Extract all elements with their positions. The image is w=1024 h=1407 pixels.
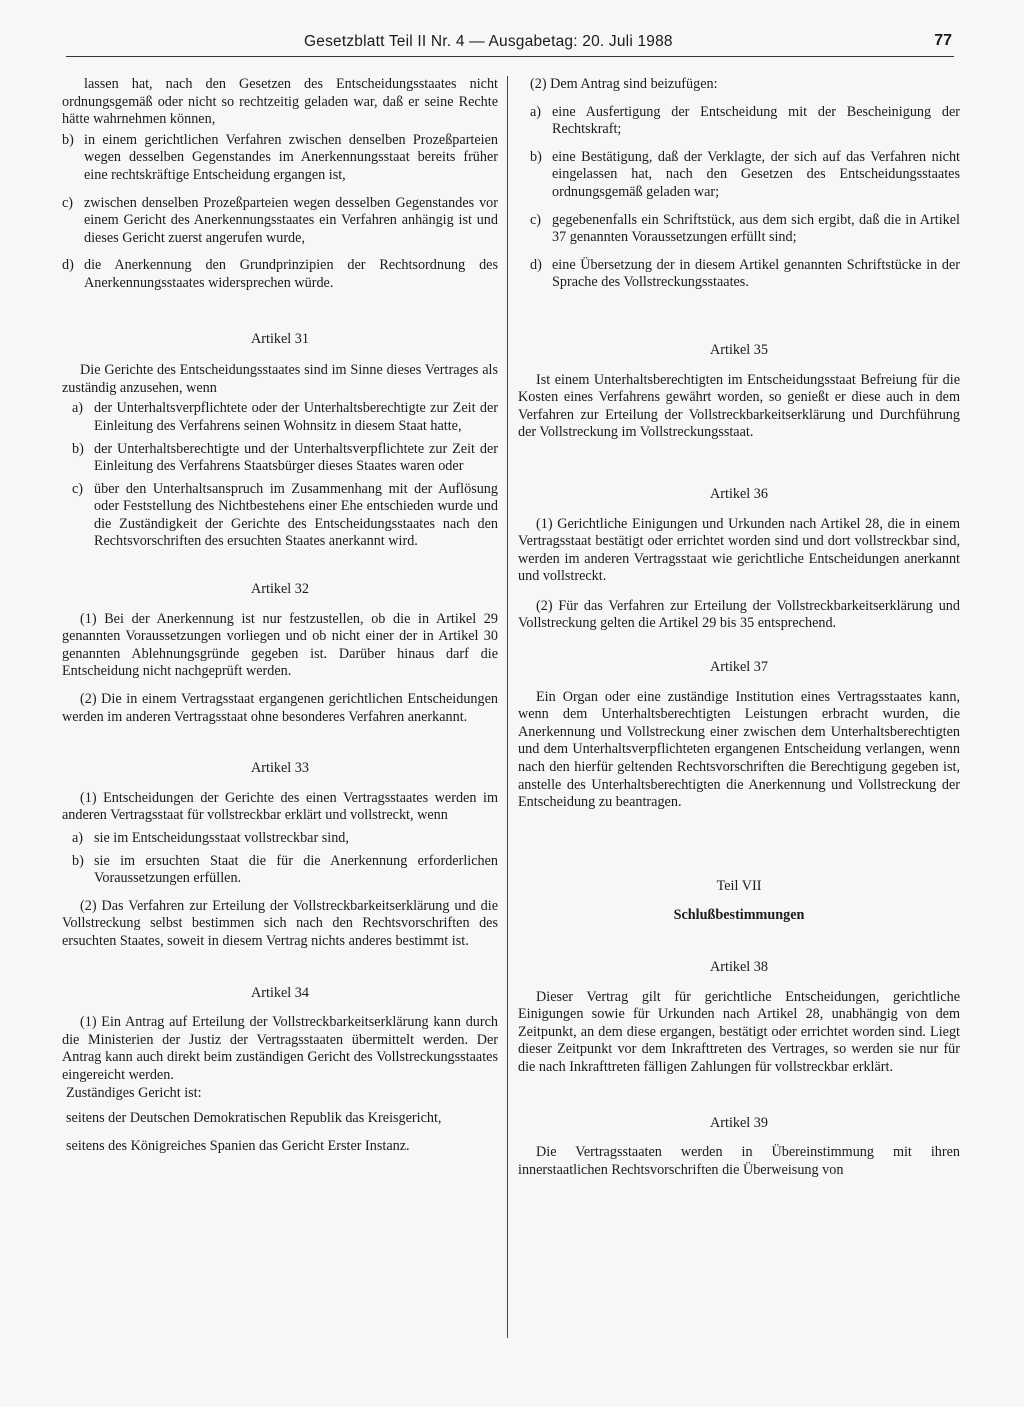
list-item bbox=[62, 441, 498, 476]
item-text: der Unterhaltsverpflichtete oder der Unterhaltsberechtigte zur Zeit der Einleitung des Verfahrens seinen Wohnsitz in diesem Staat hatte, bbox=[94, 400, 498, 434]
item-text: sie im Entscheidungsstaat vollstreckbar sind, bbox=[94, 830, 349, 846]
item-text: gegebenenfalls ein Schriftstück, aus dem sich ergibt, daß die in Artikel 37 genannten Voraussetzungen erfüllt sind; bbox=[552, 211, 960, 246]
list-item bbox=[62, 132, 498, 185]
continued-paragraph: lassen hat, nach den Gesetzen des Entscheidungsstaates nicht ordnungsgemäß oder nicht so rechtzeitig geladen war, daß er seine Rechte hätte wahrnehmen können, bbox=[62, 76, 498, 128]
article-paragraph: Die Gerichte des Entscheidungsstaates sind im Sinne dieses Vertrages als zuständig anzusehen, wenn bbox=[62, 362, 498, 396]
article-heading: Artikel 32 bbox=[251, 581, 309, 598]
item-text: die Anerkennung den Grundprinzipien der Rechtsordnung des Anerkennungsstaates widersprechen würde. bbox=[84, 257, 498, 291]
item-label: b) bbox=[62, 131, 74, 148]
list-item bbox=[62, 195, 498, 248]
item-text: der Unterhaltsberechtigte und der Unterhaltsverpflichtete zur Zeit der Einleitung des Verfahrens Staatsbürger dieses Staates waren oder bbox=[94, 440, 498, 475]
gazette-title: Gesetzblatt Teil II Nr. 4 — Ausgabetag: 20. Juli 1988 bbox=[304, 33, 673, 50]
item-label: d) bbox=[530, 256, 542, 273]
list-item bbox=[518, 149, 960, 202]
item-label: b) bbox=[72, 440, 84, 457]
item-text: in einem gerichtlichen Verfahren zwischen denselben Prozeßparteien wegen desselben Gegenstandes im Anerkennungsstaat bereits früher eine rechtskräftige Entscheidung ergangen ist, bbox=[84, 131, 498, 183]
article-paragraph: seitens der Deutschen Demokratischen Republik das Kreisgericht, bbox=[66, 1110, 442, 1127]
column-divider bbox=[507, 76, 508, 1338]
list-item bbox=[518, 257, 960, 292]
item-text: zwischen denselben Prozeßparteien wegen desselben Gegenstandes vor einem Gericht des Anerkennungsstaates ein Verfahren anhängig ist und dieses Gericht zuerst angerufen wurde, bbox=[84, 194, 498, 246]
item-label: b) bbox=[530, 148, 542, 165]
article-paragraph: (2) Die in einem Vertragsstaat ergangenen gerichtlichen Entscheidungen werden im anderen Vertragsstaat ohne besonderes Verfahren anerkannt. bbox=[62, 691, 498, 725]
list-item bbox=[518, 104, 960, 139]
article-paragraph: (2) Für das Verfahren zur Erteilung der Vollstreckbarkeitserklärung und Vollstreckung gelten die Artikel 29 bis 35 entsprechend. bbox=[518, 597, 960, 632]
list-item bbox=[62, 257, 498, 292]
list-item bbox=[518, 212, 960, 247]
part-title: Schlußbestimmungen bbox=[673, 907, 805, 924]
article-paragraph: seitens des Königreiches Spanien das Gericht Erster Instanz. bbox=[66, 1137, 410, 1154]
article-heading: Artikel 39 bbox=[710, 1114, 768, 1131]
item-label: c) bbox=[72, 480, 84, 497]
article-paragraph: (2) Das Verfahren zur Erteilung der Vollstreckbarkeitserklärung und die Vollstreckung selbst bestimmen sich nach den Rechtsvorschriften des ersuchten Staates, soweit in diesem Vertrag nichts anderes bestimmt ist. bbox=[62, 897, 498, 949]
article-paragraph: (1) Bei der Anerkennung ist nur festzustellen, ob die in Artikel 29 genannten Voraussetzungen vorliegen und ob nicht einer der in Artikel 30 genannten Ablehnungsgründe gegeben ist. Darüber hinaus darf die Entscheidung nicht nachgeprüft werden. bbox=[62, 610, 498, 680]
article-paragraph: Ein Organ oder eine zuständige Institution eines Vertragsstaates kann, wenn dem Unterhaltsberechtigten Leistungen erbracht wurden, die Anerkennung und Vollstreckung einer zwischen dem Unterhaltsberechtigten und dem Unterhaltsverpflichteten ergangenen Entscheidung verlangen, wenn nach den hierfür geltenden Rechtsvorschriften die Berechtigung gegeben ist, anstelle des Unterhaltsberechtigten die Anerkennung und Vollstreckung der Entscheidung zu beantragen. bbox=[518, 688, 960, 811]
article-paragraph: (1) Entscheidungen der Gerichte des einen Vertragsstaates werden im anderen Vertragsstaat für vollstreckbar erklärt und vollstreckt, wenn bbox=[62, 789, 498, 824]
article-heading: Artikel 34 bbox=[251, 984, 309, 1001]
item-text: über den Unterhaltsanspruch im Zusammenhang mit der Auflösung oder Feststellung des Nichtbestehens einer Ehe entschieden wurde und die Zuständigkeit der Gerichte des Entscheidungsstaates nach den Rechtsvorschriften des ersuchten Staates anerkannt wird. bbox=[94, 480, 498, 550]
item-text: eine Übersetzung der in diesem Artikel genannten Schriftstücke in der Sprache des Vollstreckungsstaates. bbox=[552, 256, 960, 291]
list-item bbox=[62, 481, 498, 551]
article-paragraph: (1) Ein Antrag auf Erteilung der Vollstreckbarkeitserklärung kann durch die Ministerien der Justiz der Vertragsstaaten übermittelt werden. Der Antrag kann auch direkt beim zuständigen Gericht des Vollstreckungsstaates eingereicht werden. bbox=[62, 1014, 498, 1083]
article-heading: Artikel 37 bbox=[710, 659, 768, 676]
item-label: c) bbox=[62, 194, 74, 211]
item-label: a) bbox=[72, 400, 84, 417]
article-heading: Artikel 33 bbox=[251, 760, 309, 777]
article-paragraph: Die Vertragsstaaten werden in Übereinstimmung mit ihren innerstaatlichen Rechtsvorschriften die Überweisung von bbox=[518, 1144, 960, 1178]
left-column bbox=[62, 76, 498, 1336]
part-heading: Teil VII bbox=[716, 877, 762, 894]
article-paragraph: (2) Dem Antrag sind beizufügen: bbox=[530, 76, 718, 92]
article-paragraph: Dieser Vertrag gilt für gerichtliche Entscheidungen, gerichtliche Einigungen sowie für Urkunden nach Artikel 28, unabhängig von dem Zeitpunkt, an dem diese ergangen, bestätigt oder errichtet worden sind. Liegt dieser Zeitpunkt vor dem Inkrafttreten des Vertrages, so werden sie nur für die nach Inkrafttreten fälligen Zahlungen für vollstreckbar erklärt. bbox=[518, 988, 960, 1075]
item-label: b) bbox=[72, 852, 84, 869]
item-text: eine Bestätigung, daß der Verklagte, der sich auf das Verfahren nicht eingelassen hat, nach den Gesetzen des Entscheidungsstaates ordnungsgemäß geladen war; bbox=[552, 148, 960, 200]
article-paragraph: Zuständiges Gericht ist: bbox=[66, 1084, 202, 1101]
item-label: c) bbox=[530, 211, 542, 228]
item-label: a) bbox=[530, 103, 542, 120]
article-paragraph: (1) Gerichtliche Einigungen und Urkunden nach Artikel 28, die in einem Vertragsstaat bestätigt oder errichtet worden sind und dort vollstreckbar sind, werden im anderen Vertragsstaat wie gerichtliche Entscheidungen anerkannt und vollstreckt. bbox=[518, 515, 960, 585]
item-text: eine Ausfertigung der Entscheidung mit der Bescheinigung der Rechtskraft; bbox=[552, 103, 960, 138]
right-column bbox=[518, 76, 960, 1336]
article-heading: Artikel 35 bbox=[710, 341, 768, 358]
item-text: sie im ersuchten Staat die für die Anerkennung erforderlichen Voraussetzungen erfüllen. bbox=[94, 852, 498, 887]
article-heading: Artikel 38 bbox=[710, 959, 768, 975]
item-label: d) bbox=[62, 257, 74, 274]
article-paragraph: Ist einem Unterhaltsberechtigten im Entscheidungsstaat Befreiung für die Kosten eines Verfahrens gewährt worden, so genießt er diese auch in dem Verfahren zur Erteilung der Vollstreckbarkeitserklärung und Durchführung der Vollstreckung im Vollstreckungsstaat. bbox=[518, 371, 960, 441]
article-heading: Artikel 36 bbox=[710, 485, 768, 502]
page-header bbox=[66, 30, 954, 57]
list-item bbox=[62, 853, 498, 888]
article-heading: Artikel 31 bbox=[251, 330, 309, 347]
list-item bbox=[62, 400, 498, 435]
page-number: 77 bbox=[934, 32, 952, 49]
list-item bbox=[62, 830, 498, 848]
item-label: a) bbox=[72, 830, 84, 846]
